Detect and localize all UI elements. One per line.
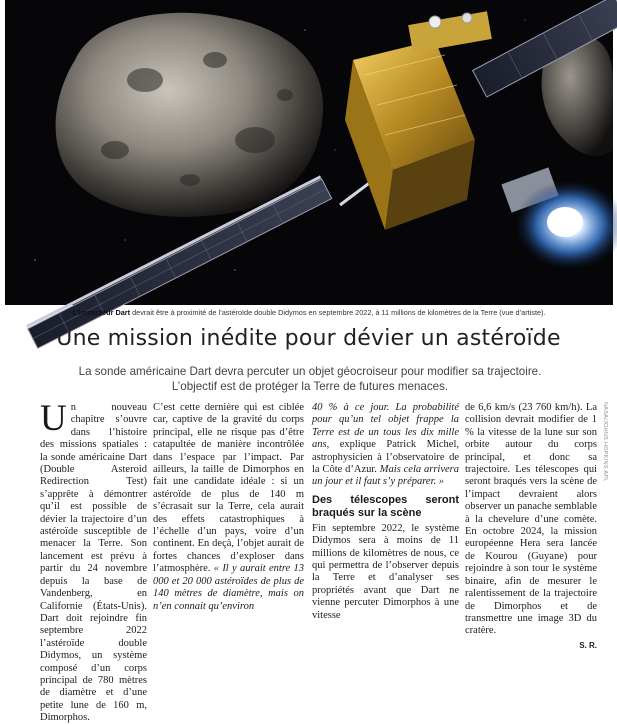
paragraph-body xyxy=(153,402,304,613)
column-2-text: C’est cette dernière qui est ciblée car, captive de la gravité du corps principal, elle ne risque pas d’être catapultée de manière incontrôlée dans l’espace par l’impact. Par ailleurs, la taille de Dimorphos en fait une candidate idéale : si un astéroïde de plus de 140 m s’écrasait sur la Terre, cela aurait des effets catastrophiques à l’échelle d’un pays, voire d’un continent. En deçà, l’objet aurait de fortes chances d’exploser dans l’atmosphère. xyxy=(153,402,304,575)
article-column-3 xyxy=(312,402,459,622)
article-illustration xyxy=(5,0,613,305)
article-column-1 xyxy=(40,398,147,725)
paragraph-intro xyxy=(40,398,147,725)
paragraph-telescopes: Fin septembre 2022, le système Didymos sera à moins de 11 millions de kilomètres de nous, ce qui permettra de l’observer depuis la Terre et d’analyser ses propriétés avant que Dart ne vienne percuter Dimorphos à une vitesse xyxy=(312,522,459,621)
paragraph-conclusion: de 6,6 km/s (23 760 km/h). La collision devrait modifier de 1 % la vitesse de la lune sur son orbite autour du corps principal, et donc sa trajectoire. Les télescopes qui seront braqués vers la scène de l’impact devraient alors observer un panache semblable à la chevelure d’une comète. En octobre 2024, la mission européenne Hera sera lancée de Kourou (Guyane) pour rejoindre à son tour le système binaire, afin de mesurer le ralentissement de la trajectoire de Dimorphos et de transmettre une image 3D du cratère. xyxy=(465,402,597,637)
article-column-4 xyxy=(465,402,597,652)
photo-credit-text: NASA/JOHNS HOPKINS APL xyxy=(602,402,608,482)
article-headline: Une mission inédite pour dévier un astéroïde xyxy=(56,326,561,351)
column-1-text: n nouveau chapitre s’ouvre dans l’histoire des missions spatiales : la sonde américaine Dart (Double Asteroid Redirection Test) s’apprête à démontrer qu’il est possible de dévier la trajectoire d’un astéroïde susceptible de menacer la Terre. Son lancement est prévu à partir du 24 novembre depuis la base de Vandenberg, en Californie (États-Unis). Dart doit rejoindre fin septembre 2022 l’astéroïde double Didymos, un système composé d’un corps principal de 780 mètres de diamètre et d’une petite lune de 160 m, Dimorphos. xyxy=(40,402,147,724)
spacecraft-illustration xyxy=(5,0,613,305)
quote-continued: 40 % à ce jour. La probabilité pour qu’un tel objet frappe la Terre est de un tous les dix mille ans, xyxy=(312,402,459,451)
dropcap: U xyxy=(40,398,67,439)
image-caption xyxy=(8,308,610,322)
deck-line-2: L’objectif est de protéger la Terre de futures menaces. xyxy=(171,380,449,393)
quote-attribution: explique Patrick Michel, astrophysicien à l’observatoire de la Côte d’Azur. xyxy=(312,439,459,476)
section-subhead: Des télescopes seront braqués sur la scène xyxy=(312,493,459,519)
photo-credit xyxy=(599,402,609,482)
quote-start: « Il y aurait entre 13 000 et 20 000 astéroïdes de plus de 140 mètres de diamètre, mais on n’en connait qu’environ xyxy=(153,563,304,612)
paragraph-quote xyxy=(312,402,459,489)
caption-text: devrait être à proximité de l’astéroïde double Didymos en septembre 2022, à 11 millions de kilomètres de la Terre (vue d’artiste). xyxy=(130,308,546,317)
quote-end: Mais cela arrivera un jour et il faut s’y préparer. » xyxy=(312,464,459,488)
author-signature: S. R. xyxy=(579,640,597,650)
deck-line-1: La sonde américaine Dart devra percuter un objet géocroiseur pour modifier sa trajectoire. xyxy=(78,365,542,378)
article-deck xyxy=(40,364,580,394)
caption-bold: L’impacteur Dart xyxy=(72,308,131,317)
article-column-2 xyxy=(153,402,304,613)
